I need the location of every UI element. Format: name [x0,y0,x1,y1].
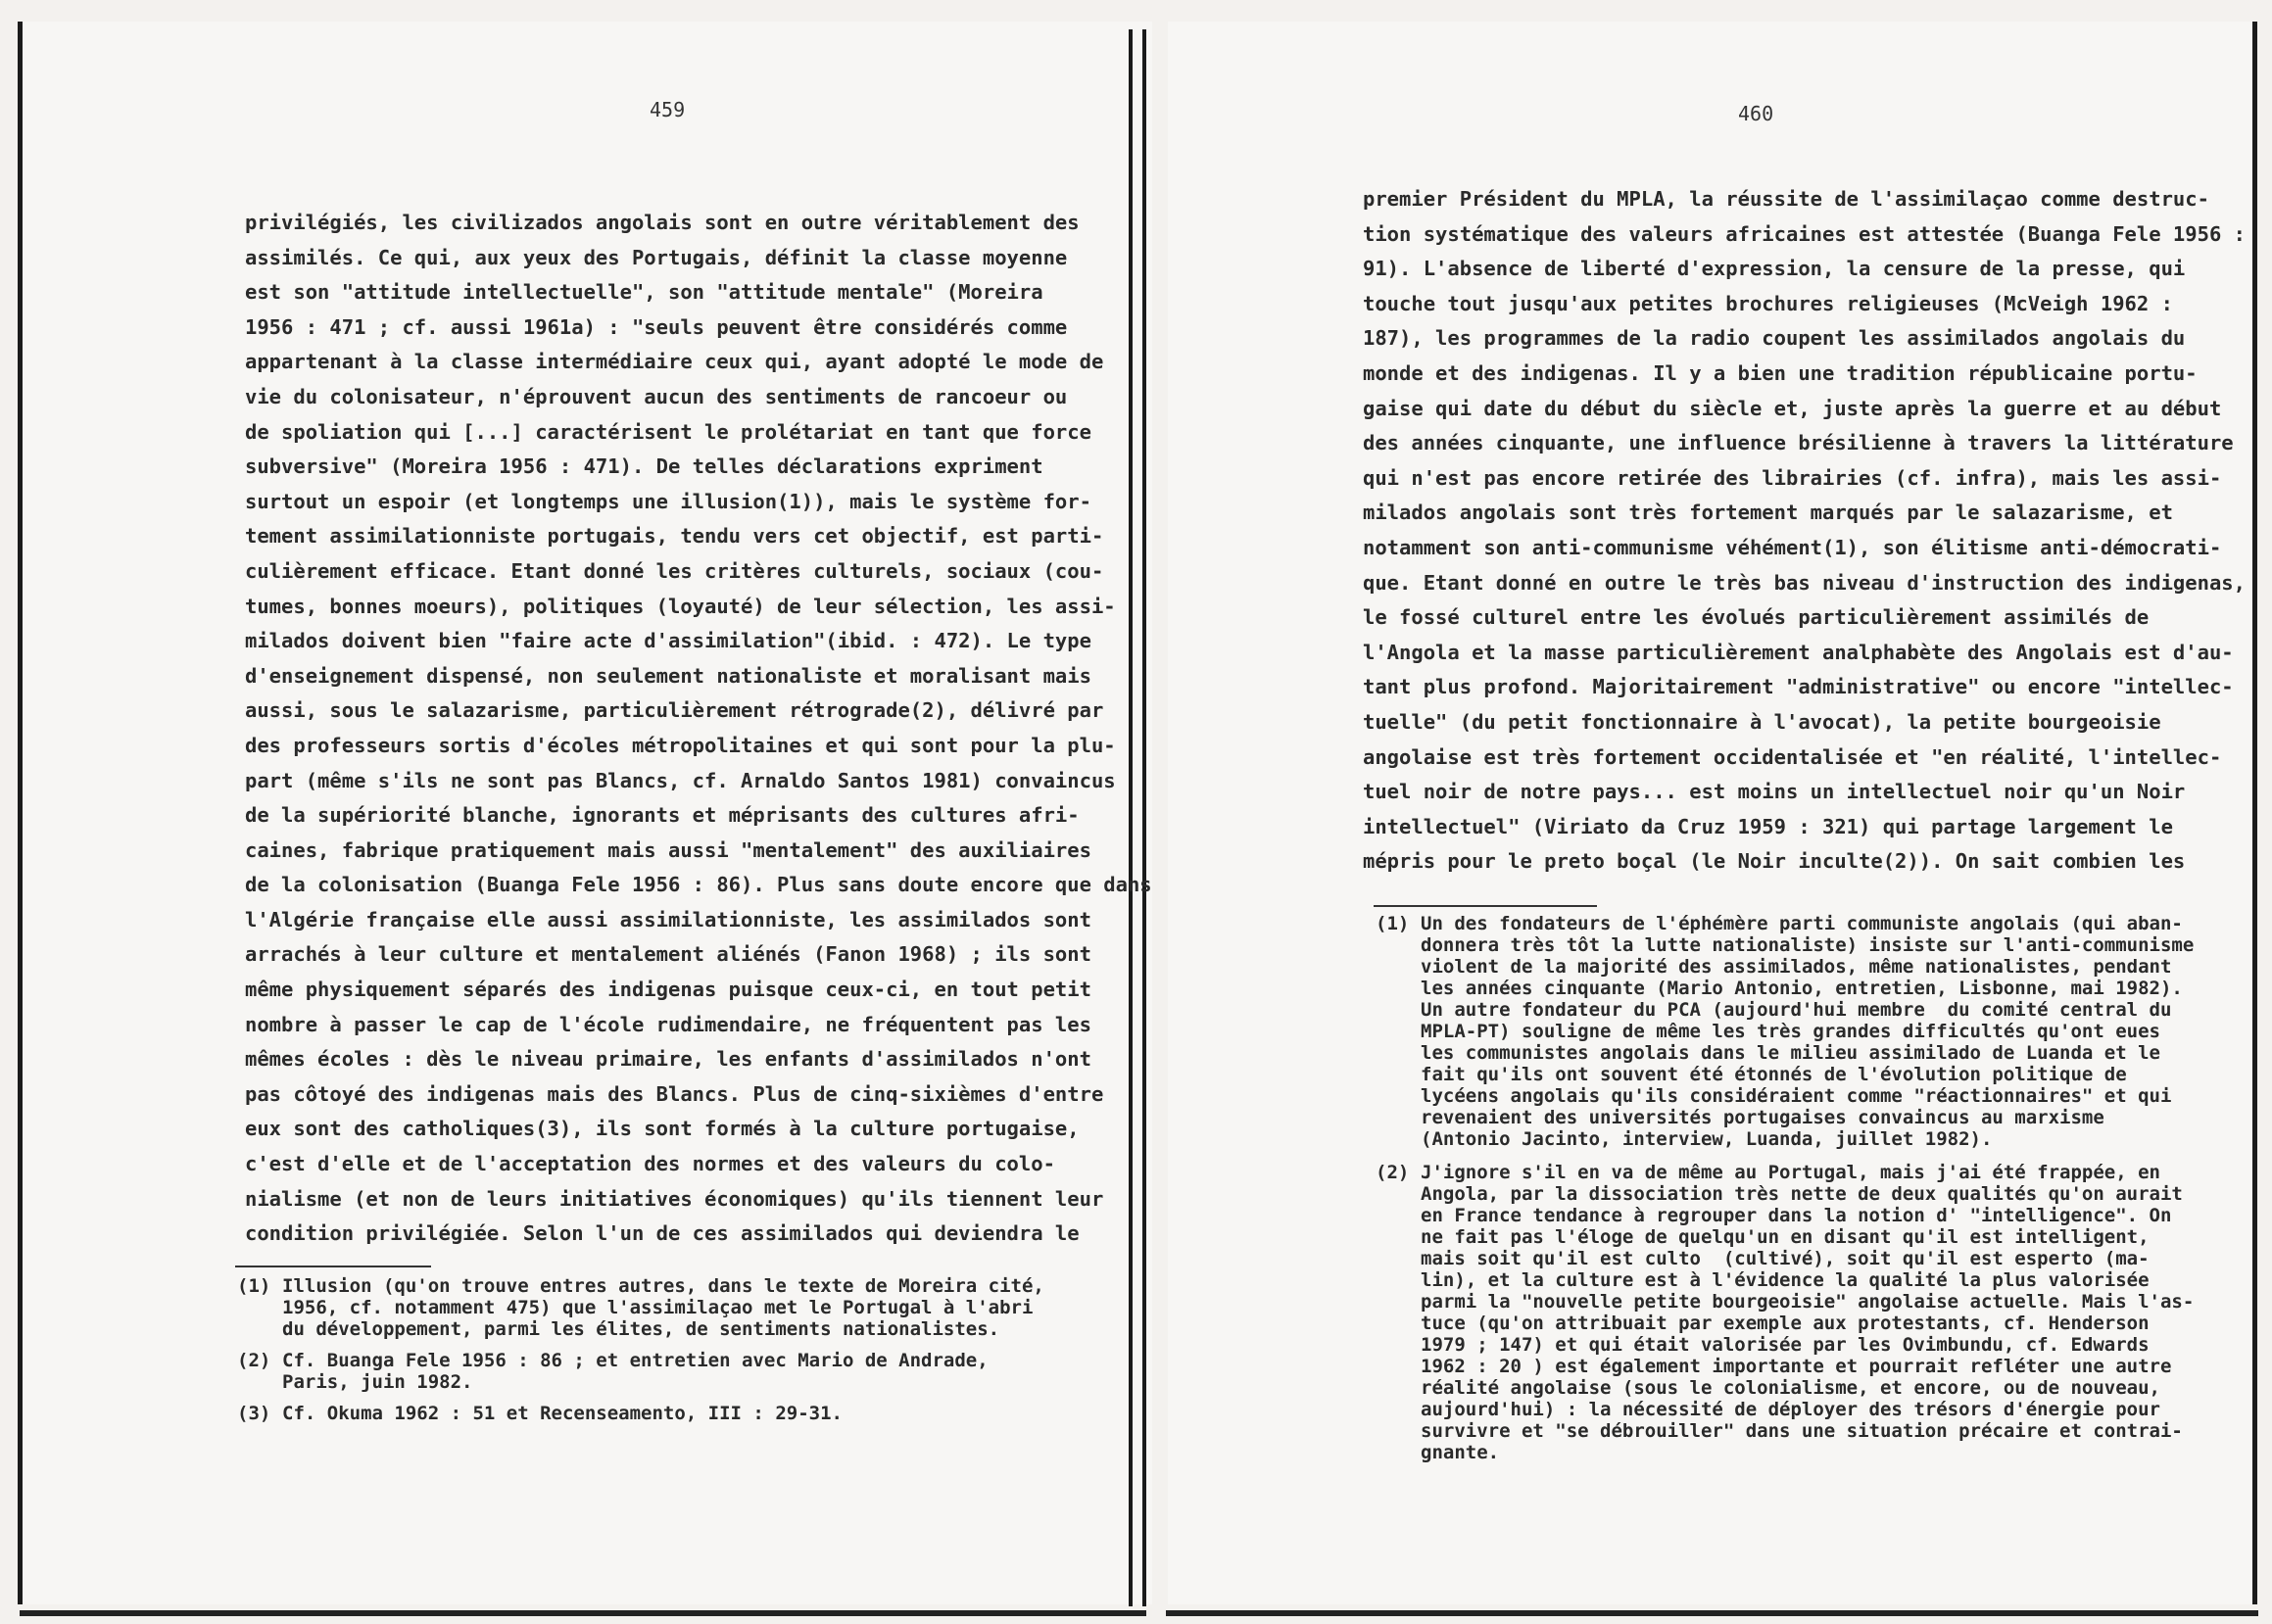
text-line: privilégiés, les civilizados angolais sont en outre véritablement des [245,211,1080,234]
left-page-body [245,206,1152,1252]
footnote-line: tuce (qu'on attribuait par exemple aux protestants, cf. Henderson [1421,1313,2150,1334]
footnote-line: donnera très tôt la lutte nationaliste) insiste sur l'anti-communisme [1421,934,2195,956]
footnote-separator-left [235,1266,431,1267]
footnote-marker: (2) [237,1350,271,1371]
text-line: de spoliation qui [...] caractérisent le prolétariat en tant que force [245,419,1091,444]
left-page-footnotes [237,1275,1044,1434]
footnote-line: Un autre fondateur du PCA (aujourd'hui membre du comité central du [1421,999,2172,1021]
footnote-line: réalité angolaise (sous le colonialisme, et encore, ou de nouveau, [1421,1377,2160,1399]
footnote-line: Illusion (qu'on trouve entres autres, dans le texte de Moreira cité, [282,1275,1044,1297]
right-page-bottom-edge [1166,1610,2258,1616]
text-line: notamment son anti-communisme véhément(1), son élitisme anti-démocrati- [1363,535,2222,559]
text-line: caines, fabrique pratiquement mais aussi "mentalement" des auxiliaires [245,837,1091,862]
text-line: mêmes écoles : dès le niveau primaire, les enfants d'assimilados n'ont [245,1047,1091,1072]
text-line: que. Etant donné en outre le très bas niveau d'instruction des indigenas, [1363,570,2246,595]
text-line: tumes, bonnes moeurs), politiques (loyauté) de leur sélection, les assi- [245,594,1116,618]
text-line: l'Algérie française elle aussi assimilationniste, les assimilados sont [245,907,1091,931]
text-line: condition privilégiée. Selon l'un de ces assimilados qui deviendra le [245,1221,1080,1246]
footnote-line: (Antonio Jacinto, interview, Luanda, juillet 1982). [1421,1128,1993,1150]
text-line: qui n'est pas encore retirée des librairies (cf. infra), mais les assi- [1363,465,2222,490]
footnote-line: survivre et "se débrouiller" dans une situation précaire et contrai- [1421,1420,2183,1442]
text-line: de la colonisation (Buanga Fele 1956 : 86). Plus sans doute encore que dans [245,873,1152,897]
text-line: assimilés. Ce qui, aux yeux des Portugais, définit la classe moyenne [245,245,1068,269]
text-line: c'est d'elle et de l'acceptation des normes et des valeurs du colo- [245,1152,1055,1176]
footnote-line: 1956, cf. notamment 475) que l'assimilaçao met le Portugal à l'abri [282,1297,1034,1318]
footnote-line: lin), et la culture est à l'évidence la qualité la plus valorisée [1421,1269,2150,1291]
footnote-line: Un des fondateurs de l'éphémère parti communiste angolais (qui aban- [1421,913,2183,934]
text-line: part (même s'ils ne sont pas Blancs, cf. Arnaldo Santos 1981) convaincus [245,768,1116,792]
text-line: arrachés à leur culture et mentalement aliénés (Fanon 1968) ; ils sont [245,942,1091,967]
text-line: des professeurs sortis d'écoles métropolitaines et qui sont pour la plu- [245,733,1116,757]
footnote-line: J'ignore s'il en va de même au Portugal, mais j'ai été frappée, en [1421,1162,2160,1183]
footnote-line: 1979 ; 147) et qui était valorisée par les Ovimbundu, cf. Edwards [1421,1334,2150,1356]
text-line: des années cinquante, une influence brésilienne à travers la littérature [1363,431,2234,455]
text-line: angolaise est très fortement occidentalisée et "en réalité, l'intellec- [1363,744,2222,769]
text-line: tion systématique des valeurs africaines est attestée (Buanga Fele 1956 : [1363,221,2246,246]
text-line: de la supériorité blanche, ignorants et méprisants des cultures afri- [245,803,1080,828]
text-line: monde et des indigenas. Il y a bien une tradition républicaine portu- [1363,360,2198,385]
text-line: est son "attitude intellectuelle", son "attitude mentale" (Moreira [245,280,1043,305]
footnote-marker: (2) [1376,1162,1410,1183]
footnote-line: mais soit qu'il est culto (cultivé), soit qu'il est esperto (ma- [1421,1248,2150,1269]
text-line: tement assimilationniste portugais, tendu vers cet objectif, est parti- [245,524,1104,549]
text-line: milados angolais sont très fortement marqués par le salazarisme, et [1363,501,2173,525]
text-line: touche tout jusqu'aux petites brochures religieuses (McVeigh 1962 : [1363,291,2173,315]
text-line: eux sont des catholiques(3), ils sont formés à la culture portugaise, [245,1117,1080,1141]
footnote-line: violent de la majorité des assimilados, même nationalistes, pendant [1421,956,2172,978]
footnote-line: les communistes angolais dans le milieu assimilado de Luanda et le [1421,1042,2160,1064]
text-line: culièrement efficace. Etant donné les critères culturels, sociaux (cou- [245,558,1104,583]
right-page-footnotes [1376,913,2194,1475]
text-line: intellectuel" (Viriato da Cruz 1959 : 321) qui partage largement le [1363,814,2173,838]
footnote-line: ne fait pas l'éloge de quelqu'un en disant qu'il est intelligent, [1421,1226,2150,1248]
footnote-line: aujourd'hui) : la nécessité de déployer des trésors d'énergie pour [1421,1399,2160,1420]
text-line: 1956 : 471 ; cf. aussi 1961a) : "seuls peuvent être considérés comme [245,314,1068,339]
text-line: nombre à passer le cap de l'école rudimendaire, ne fréquentent pas les [245,1012,1091,1036]
left-page-bottom-edge [20,1610,1146,1616]
footnote-line: parmi la "nouvelle petite bourgeoisie" angolaise actuelle. Mais l'as- [1421,1291,2195,1313]
footnote-line: les années cinquante (Mario Antonio, entretien, Lisbonne, mai 1982). [1421,978,2183,999]
footnote [237,1350,1044,1393]
footnote [237,1403,1044,1424]
footnote [1376,1162,2194,1463]
text-line: subversive" (Moreira 1956 : 471). De telles déclarations expriment [245,454,1043,479]
text-line: pas côtoyé des indigenas mais des Blancs. Plus de cinq-sixièmes d'entre [245,1081,1104,1106]
text-line: tuel noir de notre pays... est moins un intellectuel noir qu'un Noir [1363,780,2186,804]
text-line: 91). L'absence de liberté d'expression, la censure de la presse, qui [1363,257,2186,281]
footnote-separator-right [1374,905,1597,907]
footnote-line: Paris, juin 1982. [282,1371,473,1393]
text-line: tuelle" (du petit fonctionnaire à l'avocat), la petite bourgeoisie [1363,709,2161,734]
footnote-marker: (1) [1376,913,1410,934]
text-line: nialisme (et non de leurs initiatives économiques) qu'ils tiennent leur [245,1186,1104,1211]
footnote [237,1275,1044,1340]
text-line: premier Président du MPLA, la réussite de l'assimilaçao comme destruc- [1363,187,2209,211]
right-page-body [1363,182,2246,880]
text-line: 187), les programmes de la radio coupent les assimilados angolais du [1363,326,2186,351]
footnote-line: 1962 : 20 ) est également importante et pourrait refléter une autre [1421,1356,2172,1377]
footnote-line: gnante. [1421,1442,1500,1463]
text-line: aussi, sous le salazarisme, particulièrement rétrograde(2), délivré par [245,698,1104,723]
footnote-marker: (1) [237,1275,271,1297]
footnote [1376,913,2194,1150]
page-number-left: 459 [650,98,686,121]
footnote-line: Cf. Buanga Fele 1956 : 86 ; et entretien avec Mario de Andrade, [282,1350,989,1371]
text-line: l'Angola et la masse particulièrement analphabète des Angolais est d'au- [1363,640,2234,664]
text-line: d'enseignement dispensé, non seulement nationaliste et moralisant mais [245,663,1091,688]
text-line: mépris pour le preto boçal (le Noir inculte(2)). On sait combien les [1363,849,2186,874]
footnote-line: fait qu'ils ont souvent été étonnés de l'évolution politique de [1421,1064,2127,1085]
footnote-line: MPLA-PT) souligne de même les très grandes difficultés qu'ont eues [1421,1021,2160,1042]
text-line: tant plus profond. Majoritairement "administrative" ou encore "intellec- [1363,675,2234,699]
footnote-line: revenaient des universités portugaises convaincus au marxisme [1421,1107,2104,1128]
page-number-right: 460 [1738,102,1774,125]
footnote-marker: (3) [237,1403,271,1424]
footnote-line: en France tendance à regrouper dans la notion d' "intelligence". On [1421,1205,2172,1226]
text-line: le fossé culturel entre les évolués particulièrement assimilés de [1363,605,2150,630]
footnote-line: du développement, parmi les élites, de sentiments nationalistes. [282,1318,1000,1340]
text-line: appartenant à la classe intermédiaire ceux qui, ayant adopté le mode de [245,350,1104,374]
footnote-line: Cf. Okuma 1962 : 51 et Recenseamento, III : 29-31. [282,1403,843,1424]
text-line: milados doivent bien "faire acte d'assimilation"(ibid. : 472). Le type [245,629,1091,653]
footnote-line: lycéens angolais qu'ils considéraient comme "réactionnaires" et qui [1421,1085,2172,1107]
text-line: gaise qui date du début du siècle et, juste après la guerre et au début [1363,396,2222,420]
text-line: vie du colonisateur, n'éprouvent aucun des sentiments de rancoeur ou [245,384,1068,408]
footnote-line: Angola, par la dissociation très nette de deux qualités qu'on aurait [1421,1183,2183,1205]
text-line: même physiquement séparés des indigenas puisque ceux-ci, en tout petit [245,978,1091,1002]
text-line: surtout un espoir (et longtemps une illusion(1)), mais le système for- [245,489,1091,513]
